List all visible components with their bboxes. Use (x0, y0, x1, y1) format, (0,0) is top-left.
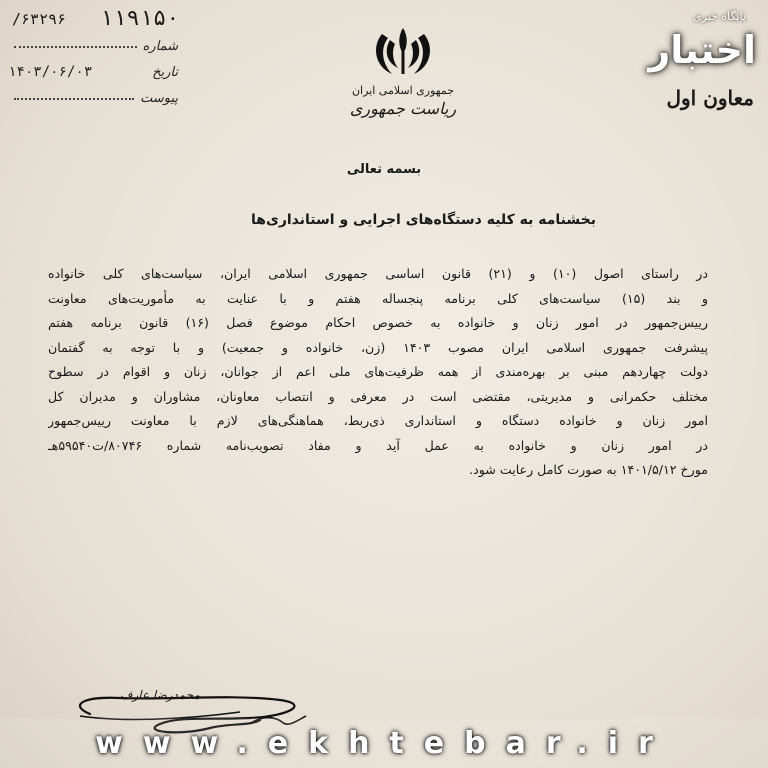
body-line: و بند (۱۵) سیاست‌های کلی برنامه پنجساله هفتم و با عنایت به مأموریت‌های معاونت (48, 290, 708, 306)
letter-metadata (8, 6, 178, 106)
tarikh-label: تاریخ (152, 65, 178, 80)
body-line: در امور زنان و خانواده به عمل آید و مفاد تصویب‌نامه شماره ۸۰۷۴۶/ت۵۹۵۴۰هـ (48, 437, 708, 453)
meta-line-attachment (8, 80, 178, 106)
body-line: پیشرفت جمهوری اسلامی ایران مصوب ۱۴۰۳ (زن، خانواده و جمعیت) و با توجه به گفتمان (48, 339, 708, 355)
reference-number-top: ۶۳۲۹۶/ (12, 10, 67, 28)
watermark-logo (648, 10, 756, 82)
dotted-line (14, 98, 134, 100)
body-line: رییس‌جمهور در امور زنان و خانواده به خصوص احکام موضوع فصل (۱۶) قانون برنامه هفتم (48, 315, 708, 330)
shomare-label: شماره (142, 39, 178, 54)
iran-emblem-icon (348, 24, 458, 82)
letter-subject: بخشنامه به کلیه دستگاه‌های اجرایی و استانداری‌ها (251, 212, 596, 228)
letterhead-emblem (348, 24, 458, 118)
logo-text: اختبار (648, 28, 756, 72)
letter-heading: بسمه تعالی (346, 162, 422, 177)
watermark-footer (0, 718, 768, 768)
reference-number: ۱۱۹۱۵۰ (100, 6, 180, 31)
department-title: معاون اول (666, 86, 754, 110)
watermark-url: www.ekhtebar.ir (95, 726, 673, 761)
meta-line-date (8, 54, 178, 80)
body-line: در راستای اصول (۱۰) و (۲۱) قانون اساسی جمهوری اسلامی ایران، سیاست‌های کلی خانواده (48, 266, 708, 281)
logo-tagline: پایگاه خبری (693, 10, 746, 23)
peyvast-label: پیوست (140, 91, 178, 106)
date-value: ۱۴۰۳/۰۶/۰۳ (8, 64, 93, 80)
body-line: امور زنان و خانواده دستگاه و استانداری ذی‌ربط، هماهنگی‌های لازم با معاونت رییس‌جمهور (48, 413, 708, 428)
emblem-title: ریاست جمهوری (349, 99, 457, 118)
body-line: مورخ ۱۴۰۱/۵/۱۲ به صورت کامل رعایت شود. (469, 462, 708, 477)
meta-line-number (8, 28, 178, 54)
letter-body (48, 262, 708, 483)
emblem-subtitle: جمهوری اسلامی ایران (351, 84, 455, 97)
body-line: مختلف حکمرانی و مدیریتی، مقتضی است در معرفی و انتصاب معاونان، مشاوران و مدیران کل (48, 388, 708, 404)
signatory-name: محمدرضا عارف (120, 688, 200, 702)
dotted-line (14, 46, 137, 48)
body-line: دولت چهاردهم مبنی بر بهره‌مندی از همه ظرفیت‌های ملی اعم از جوانان، زنان و اقوام در سطوح (48, 364, 708, 379)
